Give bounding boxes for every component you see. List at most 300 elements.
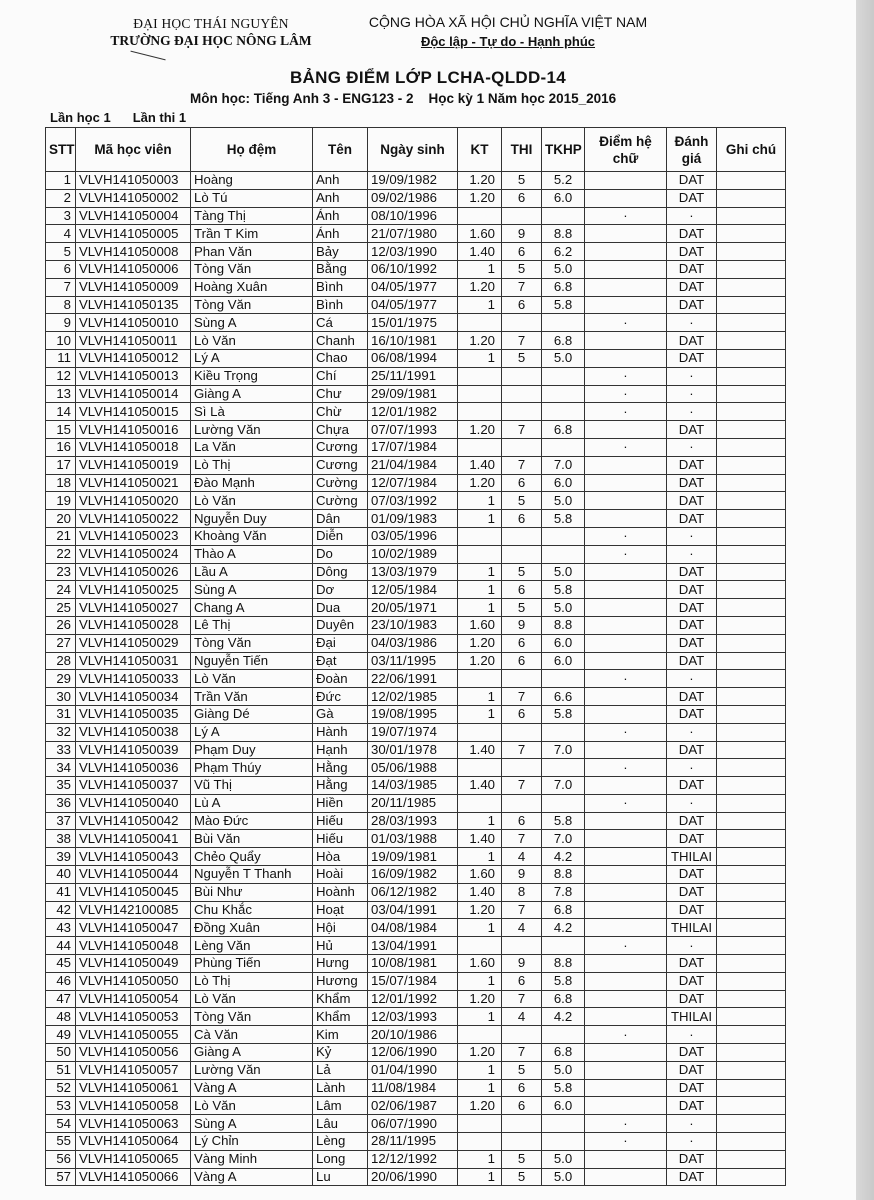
kt-score-cell: 1.20	[458, 278, 502, 296]
surname-cell: Phan Văn	[191, 243, 313, 261]
dob-cell: 30/01/1978	[368, 741, 458, 759]
student-id-cell: VLVH141050063	[76, 1115, 191, 1133]
dob-cell: 03/05/1996	[368, 527, 458, 545]
institution-header	[96, 15, 326, 49]
letter-grade-cell	[585, 688, 667, 706]
stt-cell: 52	[46, 1079, 76, 1097]
dob-cell: 16/10/1981	[368, 332, 458, 350]
tkhp-score-cell	[542, 545, 585, 563]
thi-score-cell: 7	[502, 688, 542, 706]
thi-score-cell: 6	[502, 243, 542, 261]
table-row	[46, 723, 786, 741]
thi-score-cell	[502, 438, 542, 456]
kt-score-cell: 1.40	[458, 777, 502, 795]
surname-cell: Đào Mạnh	[191, 474, 313, 492]
stt-cell: 2	[46, 189, 76, 207]
dob-cell: 06/08/1994	[368, 349, 458, 367]
evaluation-cell: DAT	[667, 474, 717, 492]
table-row	[46, 421, 786, 439]
surname-cell: Chẻo Quẩy	[191, 848, 313, 866]
given-name-cell: Hiếu	[313, 830, 368, 848]
letter-grade-cell	[585, 812, 667, 830]
surname-cell: Nguyễn T Thanh	[191, 866, 313, 884]
note-cell	[717, 883, 786, 901]
stt-cell: 6	[46, 260, 76, 278]
given-name-cell: Ánh	[313, 207, 368, 225]
kt-score-cell	[458, 759, 502, 777]
table-row	[46, 492, 786, 510]
thi-score-cell: 6	[502, 581, 542, 599]
student-id-cell: VLVH141050011	[76, 332, 191, 350]
dob-cell: 02/06/1987	[368, 1097, 458, 1115]
surname-cell: Thào A	[191, 545, 313, 563]
kt-score-cell: 1	[458, 705, 502, 723]
note-cell	[717, 527, 786, 545]
kt-score-cell	[458, 545, 502, 563]
exam-attempt: Lần thi 1	[132, 110, 187, 125]
evaluation-cell: DAT	[667, 492, 717, 510]
surname-cell: Khoàng Văn	[191, 527, 313, 545]
given-name-cell: Cường	[313, 474, 368, 492]
given-name-cell: Ánh	[313, 225, 368, 243]
letter-grade-cell	[585, 1044, 667, 1062]
dob-cell: 21/07/1980	[368, 225, 458, 243]
kt-score-cell: 1.20	[458, 172, 502, 190]
note-cell	[717, 1115, 786, 1133]
surname-cell: Giàng A	[191, 385, 313, 403]
student-id-cell: VLVH141050005	[76, 225, 191, 243]
thi-score-cell: 7	[502, 990, 542, 1008]
dob-cell: 05/06/1988	[368, 759, 458, 777]
table-row	[46, 172, 786, 190]
surname-cell: Hoàng Xuân	[191, 278, 313, 296]
table-row	[46, 1044, 786, 1062]
dob-cell: 28/11/1995	[368, 1133, 458, 1151]
evaluation-cell: DAT	[667, 1061, 717, 1079]
note-cell	[717, 990, 786, 1008]
thi-score-cell	[502, 1026, 542, 1044]
surname-cell: Lường Văn	[191, 1061, 313, 1079]
kt-score-cell: 1.20	[458, 421, 502, 439]
tkhp-score-cell: 5.8	[542, 510, 585, 528]
note-cell	[717, 385, 786, 403]
student-id-cell: VLVH141050033	[76, 670, 191, 688]
note-cell	[717, 919, 786, 937]
thi-score-cell: 7	[502, 830, 542, 848]
evaluation-cell: ·	[667, 527, 717, 545]
surname-cell: Vàng A	[191, 1168, 313, 1186]
table-row	[46, 581, 786, 599]
kt-score-cell: 1	[458, 563, 502, 581]
letter-grade-cell	[585, 955, 667, 973]
letter-grade-cell	[585, 563, 667, 581]
stt-cell: 55	[46, 1133, 76, 1151]
col-surname-header: Họ đệm	[191, 128, 313, 172]
grades-table	[45, 127, 786, 1186]
note-cell	[717, 421, 786, 439]
tkhp-score-cell: 5.0	[542, 492, 585, 510]
thi-score-cell: 7	[502, 456, 542, 474]
stt-cell: 40	[46, 866, 76, 884]
table-row	[46, 1061, 786, 1079]
letter-grade-cell	[585, 1150, 667, 1168]
letter-grade-cell	[585, 972, 667, 990]
student-id-cell: VLVH141050035	[76, 705, 191, 723]
evaluation-cell: DAT	[667, 172, 717, 190]
national-header	[356, 13, 660, 51]
dob-cell: 12/12/1992	[368, 1150, 458, 1168]
letter-grade-cell	[585, 172, 667, 190]
given-name-cell: Chao	[313, 349, 368, 367]
dob-cell: 20/10/1986	[368, 1026, 458, 1044]
student-id-cell: VLVH141050041	[76, 830, 191, 848]
surname-cell: Vàng Minh	[191, 1150, 313, 1168]
kt-score-cell: 1.40	[458, 883, 502, 901]
thi-score-cell: 7	[502, 1044, 542, 1062]
page-title: BẢNG ĐIỂM LỚP LCHA-QLDD-14	[289, 68, 567, 87]
given-name-cell: Đạt	[313, 652, 368, 670]
letter-grade-cell: ·	[585, 438, 667, 456]
evaluation-cell: ·	[667, 438, 717, 456]
student-id-cell: VLVH141050055	[76, 1026, 191, 1044]
stt-cell: 17	[46, 456, 76, 474]
tkhp-score-cell	[542, 367, 585, 385]
tkhp-score-cell: 7.0	[542, 777, 585, 795]
given-name-cell: Anh	[313, 172, 368, 190]
letter-grade-cell: ·	[585, 545, 667, 563]
note-cell	[717, 474, 786, 492]
surname-cell: Tòng Văn	[191, 634, 313, 652]
note-cell	[717, 225, 786, 243]
dob-cell: 06/10/1992	[368, 260, 458, 278]
letter-grade-cell	[585, 741, 667, 759]
thi-score-cell: 7	[502, 332, 542, 350]
tkhp-score-cell	[542, 403, 585, 421]
tkhp-score-cell: 6.0	[542, 634, 585, 652]
thi-score-cell	[502, 207, 542, 225]
surname-cell: Lý Chỉn	[191, 1133, 313, 1151]
col-letter-grade-header: Điểm hệ chữ	[585, 128, 667, 172]
student-id-cell: VLVH141050015	[76, 403, 191, 421]
surname-cell: Giàng Dé	[191, 705, 313, 723]
kt-score-cell: 1.60	[458, 866, 502, 884]
letter-grade-cell	[585, 1168, 667, 1186]
dob-cell: 20/05/1971	[368, 599, 458, 617]
thi-score-cell: 8	[502, 883, 542, 901]
kt-score-cell: 1.40	[458, 456, 502, 474]
student-id-cell: VLVH141050031	[76, 652, 191, 670]
surname-cell: Bùi Như	[191, 883, 313, 901]
evaluation-cell: DAT	[667, 652, 717, 670]
surname-cell: Sùng A	[191, 314, 313, 332]
tkhp-score-cell: 5.2	[542, 172, 585, 190]
tkhp-score-cell: 4.2	[542, 919, 585, 937]
tkhp-score-cell: 5.0	[542, 599, 585, 617]
stt-cell: 35	[46, 777, 76, 795]
evaluation-cell: DAT	[667, 332, 717, 350]
table-row	[46, 260, 786, 278]
given-name-cell: Chí	[313, 367, 368, 385]
tkhp-score-cell: 6.8	[542, 332, 585, 350]
table-row	[46, 670, 786, 688]
surname-cell: Lò Thị	[191, 972, 313, 990]
tkhp-score-cell: 8.8	[542, 955, 585, 973]
surname-cell: Lò Văn	[191, 1097, 313, 1115]
given-name-cell: Bằng	[313, 260, 368, 278]
surname-cell: Lò Văn	[191, 990, 313, 1008]
dob-cell: 10/02/1989	[368, 545, 458, 563]
letter-grade-cell: ·	[585, 937, 667, 955]
thi-score-cell: 7	[502, 421, 542, 439]
student-id-cell: VLVH141050034	[76, 688, 191, 706]
student-id-cell: VLVH141050050	[76, 972, 191, 990]
dob-cell: 04/03/1986	[368, 634, 458, 652]
tkhp-score-cell	[542, 794, 585, 812]
school-name: TRƯỜNG ĐẠI HỌC NÔNG LÂM	[110, 33, 312, 48]
thi-score-cell: 4	[502, 848, 542, 866]
dob-cell: 12/06/1990	[368, 1044, 458, 1062]
letter-grade-cell	[585, 990, 667, 1008]
student-id-cell: VLVH141050018	[76, 438, 191, 456]
given-name-cell: Bình	[313, 296, 368, 314]
stt-cell: 47	[46, 990, 76, 1008]
letter-grade-cell	[585, 421, 667, 439]
thi-score-cell: 5	[502, 599, 542, 617]
note-cell	[717, 332, 786, 350]
letter-grade-cell: ·	[585, 207, 667, 225]
tkhp-score-cell: 5.8	[542, 812, 585, 830]
table-row	[46, 332, 786, 350]
kt-score-cell: 1.40	[458, 243, 502, 261]
note-cell	[717, 296, 786, 314]
subject-line	[190, 91, 616, 106]
letter-grade-cell: ·	[585, 1026, 667, 1044]
note-cell	[717, 688, 786, 706]
dob-cell: 03/11/1995	[368, 652, 458, 670]
stt-cell: 15	[46, 421, 76, 439]
note-cell	[717, 207, 786, 225]
university-name: ĐẠI HỌC THÁI NGUYÊN	[133, 16, 289, 31]
surname-cell: Lò Văn	[191, 492, 313, 510]
student-id-cell: VLVH141050019	[76, 456, 191, 474]
note-cell	[717, 314, 786, 332]
surname-cell: Cà Văn	[191, 1026, 313, 1044]
note-cell	[717, 243, 786, 261]
thi-score-cell	[502, 545, 542, 563]
surname-cell: Lèng Văn	[191, 937, 313, 955]
dob-cell: 23/10/1983	[368, 616, 458, 634]
thi-score-cell: 6	[502, 296, 542, 314]
given-name-cell: Lu	[313, 1168, 368, 1186]
student-id-cell: VLVH141050040	[76, 794, 191, 812]
table-row	[46, 510, 786, 528]
given-name-cell: Lành	[313, 1079, 368, 1097]
kt-score-cell: 1.60	[458, 616, 502, 634]
thi-score-cell: 5	[502, 492, 542, 510]
student-id-cell: VLVH141050048	[76, 937, 191, 955]
evaluation-cell: DAT	[667, 581, 717, 599]
kt-score-cell: 1	[458, 848, 502, 866]
stt-cell: 28	[46, 652, 76, 670]
letter-grade-cell	[585, 189, 667, 207]
table-row	[46, 972, 786, 990]
surname-cell: Lò Thị	[191, 456, 313, 474]
student-id-cell: VLVH141050020	[76, 492, 191, 510]
kt-score-cell	[458, 937, 502, 955]
tkhp-score-cell: 4.2	[542, 848, 585, 866]
thi-score-cell	[502, 794, 542, 812]
kt-score-cell: 1.20	[458, 990, 502, 1008]
kt-score-cell: 1.60	[458, 225, 502, 243]
stt-cell: 14	[46, 403, 76, 421]
stt-cell: 32	[46, 723, 76, 741]
student-id-cell: VLVH141050039	[76, 741, 191, 759]
dob-cell: 07/03/1992	[368, 492, 458, 510]
subject: Môn học: Tiếng Anh 3 - ENG123 - 2	[190, 91, 414, 106]
stt-cell: 9	[46, 314, 76, 332]
given-name-cell: Lâm	[313, 1097, 368, 1115]
note-cell	[717, 616, 786, 634]
col-given-name-header: Tên	[313, 128, 368, 172]
kt-score-cell: 1.60	[458, 955, 502, 973]
kt-score-cell: 1	[458, 599, 502, 617]
thi-score-cell	[502, 403, 542, 421]
letter-grade-cell	[585, 332, 667, 350]
table-row	[46, 848, 786, 866]
surname-cell: Chang A	[191, 599, 313, 617]
surname-cell: Sì Là	[191, 403, 313, 421]
kt-score-cell: 1	[458, 1079, 502, 1097]
col-dob-header: Ngày sinh	[368, 128, 458, 172]
evaluation-cell: ·	[667, 1133, 717, 1151]
student-id-cell: VLVH141050004	[76, 207, 191, 225]
surname-cell: Lý A	[191, 349, 313, 367]
student-id-cell: VLVH141050042	[76, 812, 191, 830]
note-cell	[717, 901, 786, 919]
given-name-cell: Gà	[313, 705, 368, 723]
evaluation-cell: DAT	[667, 1097, 717, 1115]
surname-cell: Chu Khắc	[191, 901, 313, 919]
stt-cell: 16	[46, 438, 76, 456]
student-id-cell: VLVH141050054	[76, 990, 191, 1008]
evaluation-cell: DAT	[667, 456, 717, 474]
dob-cell: 14/03/1985	[368, 777, 458, 795]
tkhp-score-cell: 6.8	[542, 421, 585, 439]
thi-score-cell: 6	[502, 510, 542, 528]
note-cell	[717, 937, 786, 955]
stt-cell: 10	[46, 332, 76, 350]
note-cell	[717, 972, 786, 990]
kt-score-cell: 1	[458, 260, 502, 278]
given-name-cell: Diễn	[313, 527, 368, 545]
note-cell	[717, 278, 786, 296]
tkhp-score-cell: 5.8	[542, 296, 585, 314]
letter-grade-cell: ·	[585, 314, 667, 332]
evaluation-cell: DAT	[667, 260, 717, 278]
note-cell	[717, 510, 786, 528]
note-cell	[717, 172, 786, 190]
stt-cell: 20	[46, 510, 76, 528]
table-row	[46, 616, 786, 634]
dob-cell: 13/03/1979	[368, 563, 458, 581]
stt-cell: 50	[46, 1044, 76, 1062]
note-cell	[717, 1026, 786, 1044]
stt-cell: 8	[46, 296, 76, 314]
tkhp-score-cell: 6.6	[542, 688, 585, 706]
table-row	[46, 705, 786, 723]
given-name-cell: Hòa	[313, 848, 368, 866]
thi-score-cell	[502, 670, 542, 688]
surname-cell: Nguyễn Tiến	[191, 652, 313, 670]
student-id-cell: VLVH141050045	[76, 883, 191, 901]
dob-cell: 03/04/1991	[368, 901, 458, 919]
letter-grade-cell	[585, 474, 667, 492]
stt-cell: 23	[46, 563, 76, 581]
tkhp-score-cell	[542, 723, 585, 741]
table-row	[46, 545, 786, 563]
note-cell	[717, 367, 786, 385]
evaluation-cell: DAT	[667, 563, 717, 581]
col-notes-header: Ghi chú	[717, 128, 786, 172]
table-row	[46, 955, 786, 973]
letter-grade-cell: ·	[585, 1133, 667, 1151]
letter-grade-cell	[585, 777, 667, 795]
dob-cell: 17/07/1984	[368, 438, 458, 456]
motto: Độc lập - Tự do - Hạnh phúc	[420, 34, 596, 49]
student-id-cell: VLVH141050028	[76, 616, 191, 634]
given-name-cell: Hiền	[313, 794, 368, 812]
surname-cell: Tòng Văn	[191, 296, 313, 314]
note-cell	[717, 759, 786, 777]
student-id-cell: VLVH141050065	[76, 1150, 191, 1168]
thi-score-cell: 7	[502, 741, 542, 759]
kt-score-cell	[458, 385, 502, 403]
kt-score-cell: 1	[458, 510, 502, 528]
table-row	[46, 278, 786, 296]
evaluation-cell: DAT	[667, 901, 717, 919]
student-id-cell: VLVH141050025	[76, 581, 191, 599]
stt-cell: 24	[46, 581, 76, 599]
evaluation-cell: DAT	[667, 189, 717, 207]
dob-cell: 12/02/1985	[368, 688, 458, 706]
note-cell	[717, 866, 786, 884]
table-row	[46, 652, 786, 670]
student-id-cell: VLVH141050026	[76, 563, 191, 581]
given-name-cell: Dơ	[313, 581, 368, 599]
letter-grade-cell	[585, 634, 667, 652]
evaluation-cell: DAT	[667, 421, 717, 439]
tkhp-score-cell: 6.0	[542, 189, 585, 207]
dob-cell: 16/09/1982	[368, 866, 458, 884]
stt-cell: 4	[46, 225, 76, 243]
note-cell	[717, 438, 786, 456]
note-cell	[717, 189, 786, 207]
attempt-info	[50, 110, 208, 125]
dob-cell: 12/07/1984	[368, 474, 458, 492]
kt-score-cell: 1	[458, 688, 502, 706]
surname-cell: Tàng Thị	[191, 207, 313, 225]
note-cell	[717, 599, 786, 617]
letter-grade-cell	[585, 1061, 667, 1079]
given-name-cell: Dông	[313, 563, 368, 581]
kt-score-cell: 1.20	[458, 901, 502, 919]
dob-cell: 09/02/1986	[368, 189, 458, 207]
dob-cell: 20/11/1985	[368, 794, 458, 812]
dob-cell: 07/07/1993	[368, 421, 458, 439]
table-row	[46, 759, 786, 777]
student-id-cell: VLVH141050044	[76, 866, 191, 884]
stt-cell: 48	[46, 1008, 76, 1026]
